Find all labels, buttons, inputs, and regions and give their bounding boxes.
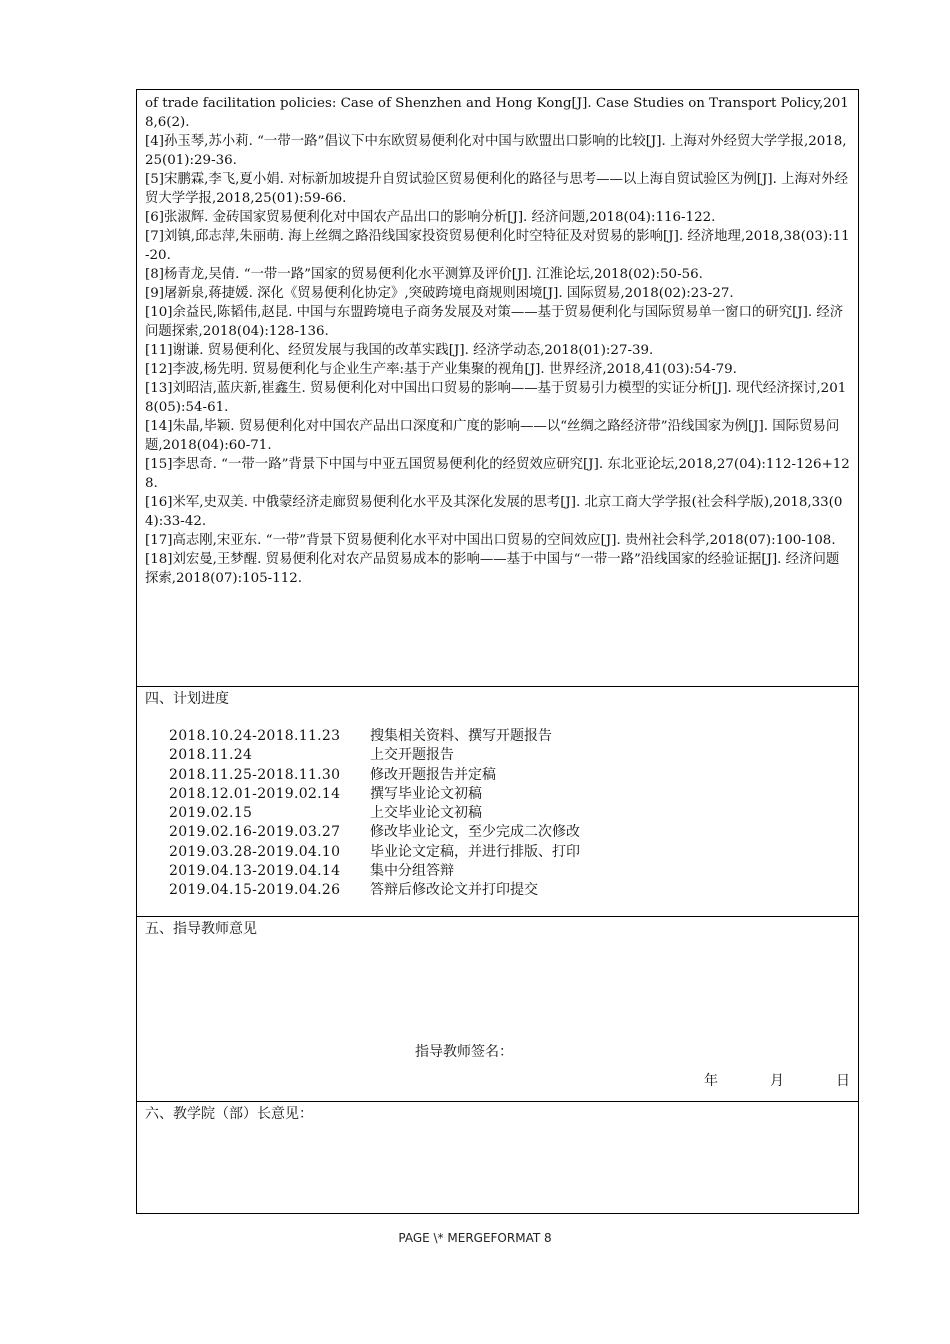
month-label: 月	[770, 1073, 784, 1089]
references-section	[137, 90, 858, 686]
reference-item: [8]杨青龙,吴倩. “一带一路”国家的贸易便利化水平测算及评价[J]. 江淮论坛,2018(02):50-56.	[145, 267, 703, 282]
plan-section	[137, 686, 858, 916]
plan-row	[169, 804, 850, 823]
advisor-opinion-section	[137, 916, 858, 1101]
plan-row	[169, 785, 850, 804]
plan-date: 2018.11.24	[169, 747, 253, 764]
page-footer: PAGE \* MERGEFORMAT 8	[398, 1231, 552, 1245]
reference-item: [7]刘镇,邱志萍,朱丽萌. 海上丝绸之路沿线国家投资贸易便利化时空特征及对贸易的影响[J]. 经济地理,2018,38(03):11-20.	[145, 229, 850, 263]
reference-item: [16]米军,史双美. 中俄蒙经济走廊贸易便利化水平及其深化发展的思考[J]. 北京工商大学学报(社会科学版),2018,33(04):33-42.	[145, 495, 843, 529]
plan-task: 上交开题报告	[370, 747, 454, 764]
plan-task: 修改开题报告并定稿	[370, 766, 496, 783]
plan-row	[169, 766, 850, 785]
plan-row	[169, 727, 850, 746]
reference-item: [17]高志刚,宋亚东. “一带”背景下贸易便利化水平对中国出口贸易的空间效应[J]. 贵州社会科学,2018(07):100-108.	[145, 533, 836, 548]
reference-item: [12]李波,杨先明. 贸易便利化与企业生产率:基于产业集聚的视角[J]. 世界经济,2018,41(03):54-79.	[145, 362, 737, 377]
form-table	[136, 89, 859, 1214]
reference-item: [10]余益民,陈韬伟,赵昆. 中国与东盟跨境电子商务发展及对策——基于贸易便利化与国际贸易单一窗口的研究[J]. 经济问题探索,2018(04):128-136.	[145, 305, 844, 339]
reference-item: [11]谢谦. 贸易便利化、经贸发展与我国的改革实践[J]. 经济学动态,2018(01):27-39.	[145, 343, 654, 358]
plan-row	[169, 746, 850, 765]
plan-date: 2018.10.24-2018.11.23	[169, 728, 341, 744]
plan-title: 四、计划进度	[145, 691, 229, 707]
plan-date: 2019.02.16-2019.03.27	[169, 824, 341, 841]
day-label: 日	[836, 1073, 850, 1089]
reference-item: [15]李思奇. “一带一路”背景下中国与中亚五国贸易便利化的经贸效应研究[J]. 东北亚论坛,2018,27(04):112-126+128.	[145, 457, 850, 491]
year-label: 年	[704, 1073, 718, 1089]
plan-task: 答辩后修改论文并打印提交	[370, 882, 538, 899]
reference-item: [5]宋鹏霖,李飞,夏小娟. 对标新加坡提升自贸试验区贸易便利化的路径与思考——以上海自贸试验区为例[J]. 上海对外经贸大学学报,2018,25(01):59-66.	[145, 172, 849, 206]
plan-row	[169, 823, 850, 842]
dean-title: 六、教学院（部）长意见：	[145, 1106, 313, 1122]
reference-item: [13]刘昭洁,蓝庆新,崔鑫生. 贸易便利化对中国出口贸易的影响——基于贸易引力模型的实证分析[J]. 现代经济探讨,2018(05):54-61.	[145, 381, 847, 415]
plan-row	[169, 881, 850, 900]
plan-task: 集中分组答辩	[370, 863, 454, 880]
advisor-date-line	[704, 1070, 850, 1090]
plan-list	[169, 727, 850, 901]
advisor-signature-label: 指导教师签名：	[415, 1044, 513, 1060]
reference-item: [4]孙玉琴,苏小莉. “一带一路”倡议下中东欧贸易便利化对中国与欧盟出口影响的比较[J]. 上海对外经贸大学学报,2018,25(01):29-36.	[145, 134, 847, 168]
dean-opinion-section	[137, 1101, 858, 1215]
reference-item: of trade facilitation policies: Case of Shenzhen and Hong Kong[J]. Case Studies on Transport Policy,2018,6(2).	[145, 96, 849, 130]
reference-item: [14]朱晶,毕颖. 贸易便利化对中国农产品出口深度和广度的影响——以“丝绸之路经济带”沿线国家为例[J]. 国际贸易问题,2018(04):60-71.	[145, 419, 840, 453]
plan-date: 2018.12.01-2019.02.14	[169, 785, 341, 802]
plan-date: 2019.03.28-2019.04.10	[169, 843, 341, 860]
plan-task: 修改毕业论文，至少完成二次修改	[370, 824, 580, 841]
reference-item: [6]张淑辉. 金砖国家贸易便利化对中国农产品出口的影响分析[J]. 经济问题,2018(04):116-122.	[145, 210, 716, 225]
plan-task: 毕业论文定稿，并进行排版、打印	[370, 843, 580, 860]
plan-task: 撰写毕业论文初稿	[370, 785, 482, 802]
plan-task: 搜集相关资料、撰写开题报告	[370, 728, 552, 744]
advisor-title: 五、指导教师意见	[145, 921, 257, 937]
plan-date: 2019.02.15	[169, 805, 253, 822]
plan-date: 2018.11.25-2018.11.30	[169, 766, 341, 783]
plan-row	[169, 843, 850, 862]
plan-task: 上交毕业论文初稿	[370, 805, 482, 822]
reference-item: [18]刘宏曼,王梦醒. 贸易便利化对农产品贸易成本的影响——基于中国与“一带一路”沿线国家的经验证据[J]. 经济问题探索,2018(07):105-112.	[145, 552, 840, 586]
plan-date: 2019.04.13-2019.04.14	[169, 863, 341, 880]
plan-date: 2019.04.15-2019.04.26	[169, 882, 341, 899]
reference-item: [9]屠新泉,蒋捷媛. 深化《贸易便利化协定》,突破跨境电商规则困境[J]. 国际贸易,2018(02):23-27.	[145, 286, 734, 301]
plan-row	[169, 862, 850, 881]
